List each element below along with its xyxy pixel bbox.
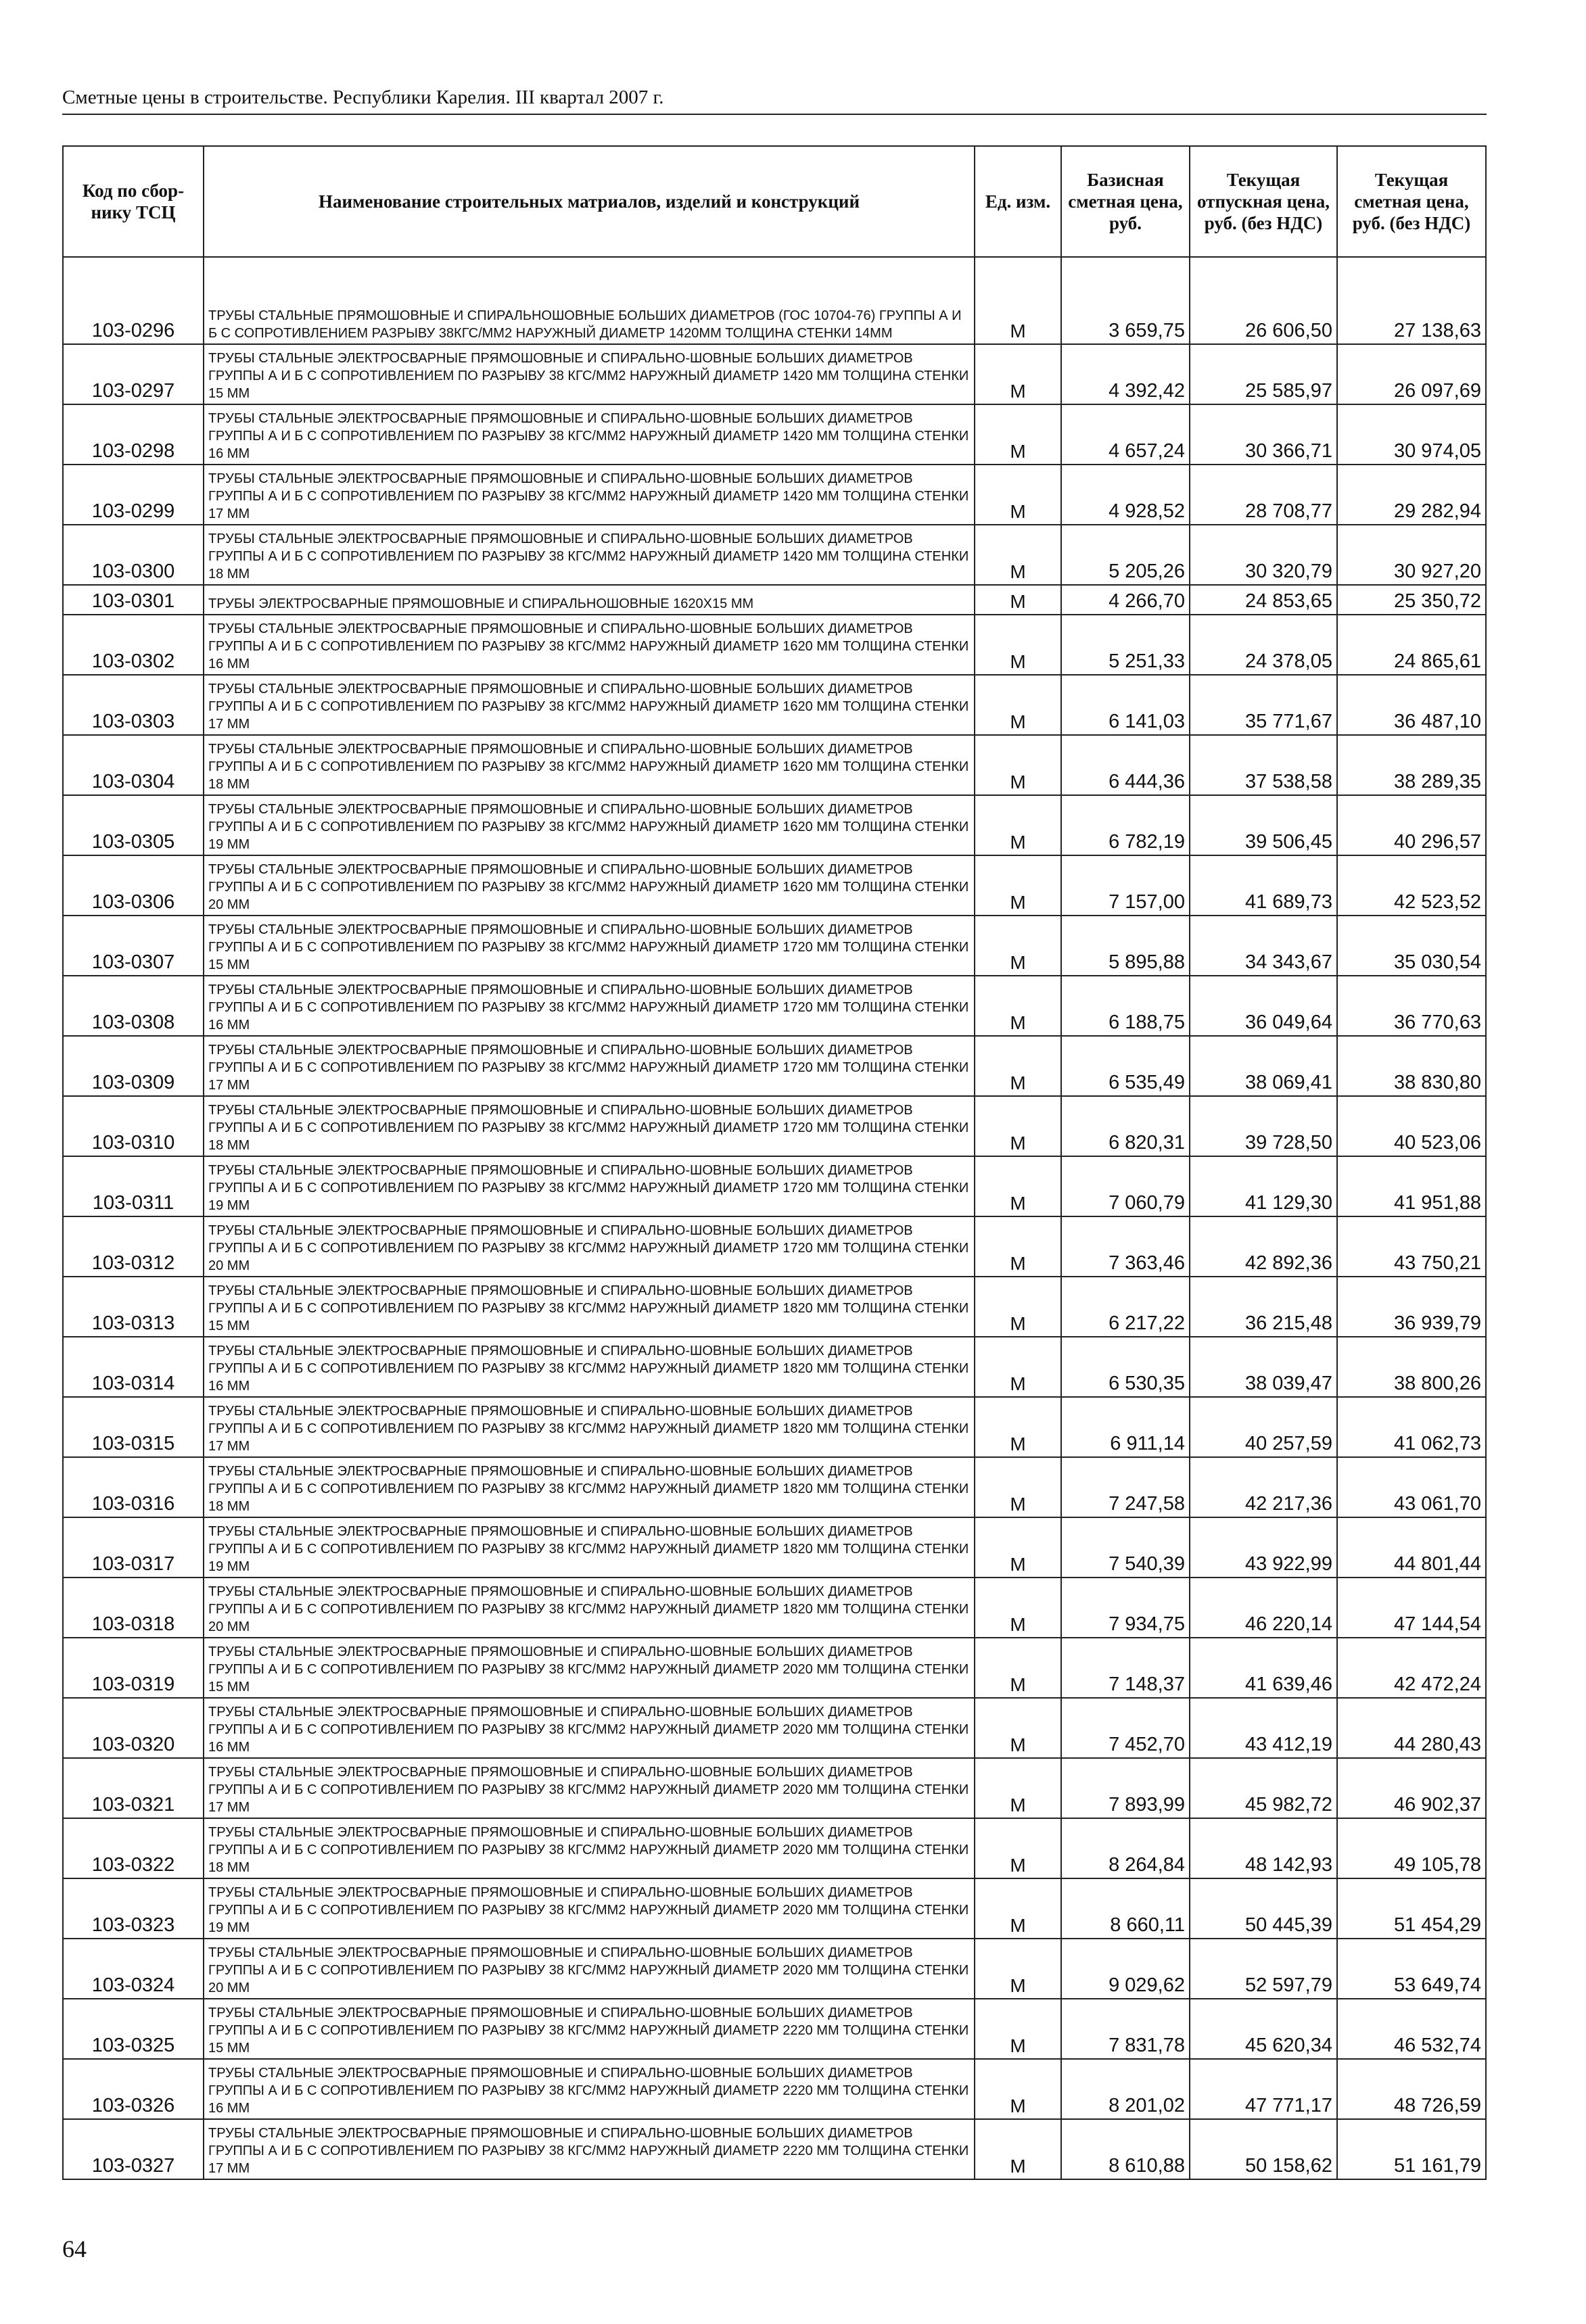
cell-code: 103-0325	[63, 1999, 204, 2059]
cell-release-price: 47 771,17	[1190, 2059, 1337, 2119]
cell-base-price: 3 659,75	[1061, 257, 1190, 344]
price-table	[62, 145, 1487, 2180]
cell-estimate-price: 51 161,79	[1337, 2119, 1486, 2179]
cell-code: 103-0304	[63, 735, 204, 795]
cell-base-price: 4 657,24	[1061, 404, 1190, 465]
cell-name: ТРУБЫ СТАЛЬНЫЕ ЭЛЕКТРОСВАРНЫЕ ПРЯМОШОВНЫЕ И СПИРАЛЬНО-ШОВНЫЕ БОЛЬШИХ ДИАМЕТРОВ ГРУППЫ А И Б С СОПРОТИВЛЕНИЕМ ПО РАЗРЫВУ 38 КГС/ММ2 НАРУЖНЫЙ ДИАМЕТР 1620 ММ ТОЛЩИНА СТЕНКИ 17 ММ	[204, 675, 975, 735]
table-row	[63, 1517, 1486, 1578]
cell-unit: М	[975, 1036, 1061, 1096]
cell-release-price: 24 378,05	[1190, 615, 1337, 675]
table-row	[63, 615, 1486, 675]
cell-estimate-price: 38 289,35	[1337, 735, 1486, 795]
cell-estimate-price: 26 097,69	[1337, 344, 1486, 404]
cell-estimate-price: 36 939,79	[1337, 1277, 1486, 1337]
table-row	[63, 1818, 1486, 1878]
cell-name: ТРУБЫ СТАЛЬНЫЕ ЭЛЕКТРОСВАРНЫЕ ПРЯМОШОВНЫЕ И СПИРАЛЬНО-ШОВНЫЕ БОЛЬШИХ ДИАМЕТРОВ ГРУППЫ А И Б С СОПРОТИВЛЕНИЕМ ПО РАЗРЫВУ 38 КГС/ММ2 НАРУЖНЫЙ ДИАМЕТР 1420 ММ ТОЛЩИНА СТЕНКИ 16 ММ	[204, 404, 975, 465]
cell-base-price: 5 251,33	[1061, 615, 1190, 675]
cell-name: ТРУБЫ СТАЛЬНЫЕ ЭЛЕКТРОСВАРНЫЕ ПРЯМОШОВНЫЕ И СПИРАЛЬНО-ШОВНЫЕ БОЛЬШИХ ДИАМЕТРОВ ГРУППЫ А И Б С СОПРОТИВЛЕНИЕМ ПО РАЗРЫВУ 38 КГС/ММ2 НАРУЖНЫЙ ДИАМЕТР 1620 ММ ТОЛЩИНА СТЕНКИ 16 ММ	[204, 615, 975, 675]
cell-name: ТРУБЫ СТАЛЬНЫЕ ЭЛЕКТРОСВАРНЫЕ ПРЯМОШОВНЫЕ И СПИРАЛЬНО-ШОВНЫЕ БОЛЬШИХ ДИАМЕТРОВ ГРУППЫ А И Б С СОПРОТИВЛЕНИЕМ ПО РАЗРЫВУ 38 КГС/ММ2 НАРУЖНЫЙ ДИАМЕТР 1820 ММ ТОЛЩИНА СТЕНКИ 20 ММ	[204, 1578, 975, 1638]
cell-base-price: 6 820,31	[1061, 1096, 1190, 1156]
cell-code: 103-0321	[63, 1758, 204, 1818]
cell-name: ТРУБЫ СТАЛЬНЫЕ ЭЛЕКТРОСВАРНЫЕ ПРЯМОШОВНЫЕ И СПИРАЛЬНО-ШОВНЫЕ БОЛЬШИХ ДИАМЕТРОВ ГРУППЫ А И Б С СОПРОТИВЛЕНИЕМ ПО РАЗРЫВУ 38 КГС/ММ2 НАРУЖНЫЙ ДИАМЕТР 1820 ММ ТОЛЩИНА СТЕНКИ 16 ММ	[204, 1337, 975, 1397]
column-header-unit: Ед. изм.	[975, 146, 1061, 257]
cell-base-price: 6 535,49	[1061, 1036, 1190, 1096]
cell-estimate-price: 42 523,52	[1337, 855, 1486, 916]
cell-unit: М	[975, 1457, 1061, 1517]
cell-base-price: 4 928,52	[1061, 465, 1190, 525]
cell-code: 103-0323	[63, 1878, 204, 1939]
cell-code: 103-0306	[63, 855, 204, 916]
table-row	[63, 735, 1486, 795]
cell-name: ТРУБЫ СТАЛЬНЫЕ ЭЛЕКТРОСВАРНЫЕ ПРЯМОШОВНЫЕ И СПИРАЛЬНО-ШОВНЫЕ БОЛЬШИХ ДИАМЕТРОВ ГРУППЫ А И Б С СОПРОТИВЛЕНИЕМ ПО РАЗРЫВУ 38 КГС/ММ2 НАРУЖНЫЙ ДИАМЕТР 1720 ММ ТОЛЩИНА СТЕНКИ 15 ММ	[204, 916, 975, 976]
page-number: 64	[62, 2235, 87, 2262]
table-row	[63, 855, 1486, 916]
cell-code: 103-0318	[63, 1578, 204, 1638]
cell-estimate-price: 53 649,74	[1337, 1939, 1486, 1999]
cell-name: ТРУБЫ СТАЛЬНЫЕ ЭЛЕКТРОСВАРНЫЕ ПРЯМОШОВНЫЕ И СПИРАЛЬНО-ШОВНЫЕ БОЛЬШИХ ДИАМЕТРОВ ГРУППЫ А И Б С СОПРОТИВЛЕНИЕМ ПО РАЗРЫВУ 38 КГС/ММ2 НАРУЖНЫЙ ДИАМЕТР 1420 ММ ТОЛЩИНА СТЕНКИ 15 ММ	[204, 344, 975, 404]
cell-release-price: 36 049,64	[1190, 976, 1337, 1036]
cell-estimate-price: 48 726,59	[1337, 2059, 1486, 2119]
cell-base-price: 7 148,37	[1061, 1638, 1190, 1698]
cell-code: 103-0296	[63, 257, 204, 344]
cell-base-price: 7 540,39	[1061, 1517, 1190, 1578]
cell-name: ТРУБЫ СТАЛЬНЫЕ ЭЛЕКТРОСВАРНЫЕ ПРЯМОШОВНЫЕ И СПИРАЛЬНО-ШОВНЫЕ БОЛЬШИХ ДИАМЕТРОВ ГРУППЫ А И Б С СОПРОТИВЛЕНИЕМ ПО РАЗРЫВУ 38 КГС/ММ2 НАРУЖНЫЙ ДИАМЕТР 1620 ММ ТОЛЩИНА СТЕНКИ 20 ММ	[204, 855, 975, 916]
cell-release-price: 42 892,36	[1190, 1216, 1337, 1277]
cell-name: ТРУБЫ СТАЛЬНЫЕ ЭЛЕКТРОСВАРНЫЕ ПРЯМОШОВНЫЕ И СПИРАЛЬНО-ШОВНЫЕ БОЛЬШИХ ДИАМЕТРОВ ГРУППЫ А И Б С СОПРОТИВЛЕНИЕМ ПО РАЗРЫВУ 38 КГС/ММ2 НАРУЖНЫЙ ДИАМЕТР 2020 ММ ТОЛЩИНА СТЕНКИ 16 ММ	[204, 1698, 975, 1758]
cell-release-price: 45 620,34	[1190, 1999, 1337, 2059]
cell-release-price: 36 215,48	[1190, 1277, 1337, 1337]
table-row	[63, 2119, 1486, 2179]
table-row	[63, 1578, 1486, 1638]
cell-name: ТРУБЫ СТАЛЬНЫЕ ЭЛЕКТРОСВАРНЫЕ ПРЯМОШОВНЫЕ И СПИРАЛЬНО-ШОВНЫЕ БОЛЬШИХ ДИАМЕТРОВ ГРУППЫ А И Б С СОПРОТИВЛЕНИЕМ ПО РАЗРЫВУ 38 КГС/ММ2 НАРУЖНЫЙ ДИАМЕТР 2220 ММ ТОЛЩИНА СТЕНКИ 17 ММ	[204, 2119, 975, 2179]
cell-estimate-price: 47 144,54	[1337, 1578, 1486, 1638]
cell-estimate-price: 43 750,21	[1337, 1216, 1486, 1277]
cell-estimate-price: 24 865,61	[1337, 615, 1486, 675]
table-row	[63, 1277, 1486, 1337]
cell-estimate-price: 41 062,73	[1337, 1397, 1486, 1457]
cell-estimate-price: 25 350,72	[1337, 585, 1486, 615]
cell-unit: М	[975, 1698, 1061, 1758]
cell-unit: М	[975, 257, 1061, 344]
cell-estimate-price: 40 296,57	[1337, 795, 1486, 855]
cell-name: ТРУБЫ СТАЛЬНЫЕ ЭЛЕКТРОСВАРНЫЕ ПРЯМОШОВНЫЕ И СПИРАЛЬНО-ШОВНЫЕ БОЛЬШИХ ДИАМЕТРОВ ГРУППЫ А И Б С СОПРОТИВЛЕНИЕМ ПО РАЗРЫВУ 38 КГС/ММ2 НАРУЖНЫЙ ДИАМЕТР 2020 ММ ТОЛЩИНА СТЕНКИ 18 ММ	[204, 1818, 975, 1878]
cell-unit: М	[975, 525, 1061, 585]
cell-code: 103-0299	[63, 465, 204, 525]
cell-estimate-price: 38 800,26	[1337, 1337, 1486, 1397]
cell-name: ТРУБЫ СТАЛЬНЫЕ ЭЛЕКТРОСВАРНЫЕ ПРЯМОШОВНЫЕ И СПИРАЛЬНО-ШОВНЫЕ БОЛЬШИХ ДИАМЕТРОВ ГРУППЫ А И Б С СОПРОТИВЛЕНИЕМ ПО РАЗРЫВУ 38 КГС/ММ2 НАРУЖНЫЙ ДИАМЕТР 1820 ММ ТОЛЩИНА СТЕНКИ 15 ММ	[204, 1277, 975, 1337]
cell-release-price: 26 606,50	[1190, 257, 1337, 344]
cell-base-price: 7 934,75	[1061, 1578, 1190, 1638]
cell-name: ТРУБЫ СТАЛЬНЫЕ ЭЛЕКТРОСВАРНЫЕ ПРЯМОШОВНЫЕ И СПИРАЛЬНО-ШОВНЫЕ БОЛЬШИХ ДИАМЕТРОВ ГРУППЫ А И Б С СОПРОТИВЛЕНИЕМ ПО РАЗРЫВУ 38 КГС/ММ2 НАРУЖНЫЙ ДИАМЕТР 2220 ММ ТОЛЩИНА СТЕНКИ 16 ММ	[204, 2059, 975, 2119]
cell-release-price: 37 538,58	[1190, 735, 1337, 795]
cell-base-price: 8 660,11	[1061, 1878, 1190, 1939]
column-header-release-price: Текущая отпускная цена, руб. (без НДС)	[1190, 146, 1337, 257]
column-header-name: Наименование строительных матриалов, изделий и конструкций	[204, 146, 975, 257]
table-row	[63, 1698, 1486, 1758]
cell-release-price: 40 257,59	[1190, 1397, 1337, 1457]
cell-estimate-price: 36 770,63	[1337, 976, 1486, 1036]
column-header-estimate-price: Текущая сметная цена, руб. (без НДС)	[1337, 146, 1486, 257]
table-body	[63, 257, 1486, 2179]
cell-unit: М	[975, 1758, 1061, 1818]
cell-base-price: 7 060,79	[1061, 1156, 1190, 1216]
cell-base-price: 6 188,75	[1061, 976, 1190, 1036]
cell-base-price: 7 247,58	[1061, 1457, 1190, 1517]
cell-base-price: 9 029,62	[1061, 1939, 1190, 1999]
cell-base-price: 6 444,36	[1061, 735, 1190, 795]
cell-unit: М	[975, 1999, 1061, 2059]
cell-code: 103-0303	[63, 675, 204, 735]
cell-release-price: 45 982,72	[1190, 1758, 1337, 1818]
cell-estimate-price: 41 951,88	[1337, 1156, 1486, 1216]
cell-code: 103-0320	[63, 1698, 204, 1758]
cell-estimate-price: 51 454,29	[1337, 1878, 1486, 1939]
cell-release-price: 39 728,50	[1190, 1096, 1337, 1156]
cell-unit: М	[975, 735, 1061, 795]
cell-name: ТРУБЫ СТАЛЬНЫЕ ЭЛЕКТРОСВАРНЫЕ ПРЯМОШОВНЫЕ И СПИРАЛЬНО-ШОВНЫЕ БОЛЬШИХ ДИАМЕТРОВ ГРУППЫ А И Б С СОПРОТИВЛЕНИЕМ ПО РАЗРЫВУ 38 КГС/ММ2 НАРУЖНЫЙ ДИАМЕТР 2020 ММ ТОЛЩИНА СТЕНКИ 15 ММ	[204, 1638, 975, 1698]
table-row	[63, 1758, 1486, 1818]
cell-unit: М	[975, 585, 1061, 615]
cell-name: ТРУБЫ СТАЛЬНЫЕ ЭЛЕКТРОСВАРНЫЕ ПРЯМОШОВНЫЕ И СПИРАЛЬНО-ШОВНЫЕ БОЛЬШИХ ДИАМЕТРОВ ГРУППЫ А И Б С СОПРОТИВЛЕНИЕМ ПО РАЗРЫВУ 38 КГС/ММ2 НАРУЖНЫЙ ДИАМЕТР 2220 ММ ТОЛЩИНА СТЕНКИ 15 ММ	[204, 1999, 975, 2059]
cell-release-price: 30 366,71	[1190, 404, 1337, 465]
cell-code: 103-0310	[63, 1096, 204, 1156]
cell-code: 103-0302	[63, 615, 204, 675]
cell-release-price: 43 922,99	[1190, 1517, 1337, 1578]
cell-unit: М	[975, 795, 1061, 855]
cell-release-price: 41 689,73	[1190, 855, 1337, 916]
cell-name: ТРУБЫ СТАЛЬНЫЕ ЭЛЕКТРОСВАРНЫЕ ПРЯМОШОВНЫЕ И СПИРАЛЬНО-ШОВНЫЕ БОЛЬШИХ ДИАМЕТРОВ ГРУППЫ А И Б С СОПРОТИВЛЕНИЕМ ПО РАЗРЫВУ 38 КГС/ММ2 НАРУЖНЫЙ ДИАМЕТР 1720 ММ ТОЛЩИНА СТЕНКИ 20 ММ	[204, 1216, 975, 1277]
cell-base-price: 6 911,14	[1061, 1397, 1190, 1457]
cell-estimate-price: 46 902,37	[1337, 1758, 1486, 1818]
table-row	[63, 1096, 1486, 1156]
cell-unit: М	[975, 615, 1061, 675]
cell-release-price: 50 445,39	[1190, 1878, 1337, 1939]
cell-release-price: 52 597,79	[1190, 1939, 1337, 1999]
cell-estimate-price: 42 472,24	[1337, 1638, 1486, 1698]
cell-estimate-price: 30 974,05	[1337, 404, 1486, 465]
cell-code: 103-0300	[63, 525, 204, 585]
table-row	[63, 344, 1486, 404]
cell-code: 103-0313	[63, 1277, 204, 1337]
cell-unit: М	[975, 1517, 1061, 1578]
cell-base-price: 8 610,88	[1061, 2119, 1190, 2179]
cell-code: 103-0319	[63, 1638, 204, 1698]
cell-unit: М	[975, 1878, 1061, 1939]
cell-base-price: 7 363,46	[1061, 1216, 1190, 1277]
table-row	[63, 916, 1486, 976]
cell-release-price: 41 639,46	[1190, 1638, 1337, 1698]
cell-base-price: 5 205,26	[1061, 525, 1190, 585]
cell-unit: М	[975, 1096, 1061, 1156]
table-row	[63, 1638, 1486, 1698]
cell-release-price: 25 585,97	[1190, 344, 1337, 404]
cell-code: 103-0298	[63, 404, 204, 465]
cell-name: ТРУБЫ ЭЛЕКТРОСВАРНЫЕ ПРЯМОШОВНЫЕ И СПИРАЛЬНОШОВНЫЕ 1620Х15 ММ	[204, 585, 975, 615]
cell-unit: М	[975, 2119, 1061, 2179]
cell-unit: М	[975, 344, 1061, 404]
cell-unit: М	[975, 465, 1061, 525]
cell-base-price: 7 831,78	[1061, 1999, 1190, 2059]
cell-name: ТРУБЫ СТАЛЬНЫЕ ЭЛЕКТРОСВАРНЫЕ ПРЯМОШОВНЫЕ И СПИРАЛЬНО-ШОВНЫЕ БОЛЬШИХ ДИАМЕТРОВ ГРУППЫ А И Б С СОПРОТИВЛЕНИЕМ ПО РАЗРЫВУ 38 КГС/ММ2 НАРУЖНЫЙ ДИАМЕТР 1820 ММ ТОЛЩИНА СТЕНКИ 19 ММ	[204, 1517, 975, 1578]
table-row	[63, 1397, 1486, 1457]
cell-unit: М	[975, 855, 1061, 916]
cell-estimate-price: 29 282,94	[1337, 465, 1486, 525]
cell-unit: М	[975, 1277, 1061, 1337]
cell-base-price: 5 895,88	[1061, 916, 1190, 976]
cell-name: ТРУБЫ СТАЛЬНЫЕ ЭЛЕКТРОСВАРНЫЕ ПРЯМОШОВНЫЕ И СПИРАЛЬНО-ШОВНЫЕ БОЛЬШИХ ДИАМЕТРОВ ГРУППЫ А И Б С СОПРОТИВЛЕНИЕМ ПО РАЗРЫВУ 38 КГС/ММ2 НАРУЖНЫЙ ДИАМЕТР 1720 ММ ТОЛЩИНА СТЕНКИ 17 ММ	[204, 1036, 975, 1096]
cell-code: 103-0312	[63, 1216, 204, 1277]
cell-estimate-price: 46 532,74	[1337, 1999, 1486, 2059]
cell-name: ТРУБЫ СТАЛЬНЫЕ ЭЛЕКТРОСВАРНЫЕ ПРЯМОШОВНЫЕ И СПИРАЛЬНО-ШОВНЫЕ БОЛЬШИХ ДИАМЕТРОВ ГРУППЫ А И Б С СОПРОТИВЛЕНИЕМ ПО РАЗРЫВУ 38 КГС/ММ2 НАРУЖНЫЙ ДИАМЕТР 1420 ММ ТОЛЩИНА СТЕНКИ 18 ММ	[204, 525, 975, 585]
cell-release-price: 28 708,77	[1190, 465, 1337, 525]
table-row	[63, 795, 1486, 855]
cell-release-price: 46 220,14	[1190, 1578, 1337, 1638]
cell-release-price: 24 853,65	[1190, 585, 1337, 615]
cell-estimate-price: 27 138,63	[1337, 257, 1486, 344]
table-row	[63, 1036, 1486, 1096]
cell-name: ТРУБЫ СТАЛЬНЫЕ ПРЯМОШОВНЫЕ И СПИРАЛЬНОШОВНЫЕ БОЛЬШИХ ДИАМЕТРОВ (ГОС 10704-76) ГРУППЫ А И Б С СОПРОТИВЛЕНИЕМ РАЗРЫВУ 38КГС/ММ2 НАРУЖНЫЙ ДИАМЕТР 1420ММ ТОЛЩИНА СТЕНКИ 14ММ	[204, 257, 975, 344]
cell-unit: М	[975, 1638, 1061, 1698]
table-row	[63, 976, 1486, 1036]
cell-code: 103-0297	[63, 344, 204, 404]
cell-name: ТРУБЫ СТАЛЬНЫЕ ЭЛЕКТРОСВАРНЫЕ ПРЯМОШОВНЫЕ И СПИРАЛЬНО-ШОВНЫЕ БОЛЬШИХ ДИАМЕТРОВ ГРУППЫ А И Б С СОПРОТИВЛЕНИЕМ ПО РАЗРЫВУ 38 КГС/ММ2 НАРУЖНЫЙ ДИАМЕТР 1820 ММ ТОЛЩИНА СТЕНКИ 18 ММ	[204, 1457, 975, 1517]
cell-name: ТРУБЫ СТАЛЬНЫЕ ЭЛЕКТРОСВАРНЫЕ ПРЯМОШОВНЫЕ И СПИРАЛЬНО-ШОВНЫЕ БОЛЬШИХ ДИАМЕТРОВ ГРУППЫ А И Б С СОПРОТИВЛЕНИЕМ ПО РАЗРЫВУ 38 КГС/ММ2 НАРУЖНЫЙ ДИАМЕТР 1420 ММ ТОЛЩИНА СТЕНКИ 17 ММ	[204, 465, 975, 525]
table-row	[63, 2059, 1486, 2119]
cell-estimate-price: 30 927,20	[1337, 525, 1486, 585]
column-header-code: Код по сбор-нику ТСЦ	[63, 146, 204, 257]
cell-unit: М	[975, 976, 1061, 1036]
cell-base-price: 6 217,22	[1061, 1277, 1190, 1337]
cell-name: ТРУБЫ СТАЛЬНЫЕ ЭЛЕКТРОСВАРНЫЕ ПРЯМОШОВНЫЕ И СПИРАЛЬНО-ШОВНЫЕ БОЛЬШИХ ДИАМЕТРОВ ГРУППЫ А И Б С СОПРОТИВЛЕНИЕМ ПО РАЗРЫВУ 38 КГС/ММ2 НАРУЖНЫЙ ДИАМЕТР 2020 ММ ТОЛЩИНА СТЕНКИ 17 ММ	[204, 1758, 975, 1818]
cell-name: ТРУБЫ СТАЛЬНЫЕ ЭЛЕКТРОСВАРНЫЕ ПРЯМОШОВНЫЕ И СПИРАЛЬНО-ШОВНЫЕ БОЛЬШИХ ДИАМЕТРОВ ГРУППЫ А И Б С СОПРОТИВЛЕНИЕМ ПО РАЗРЫВУ 38 КГС/ММ2 НАРУЖНЫЙ ДИАМЕТР 1620 ММ ТОЛЩИНА СТЕНКИ 18 ММ	[204, 735, 975, 795]
cell-unit: М	[975, 2059, 1061, 2119]
cell-unit: М	[975, 404, 1061, 465]
table-row	[63, 257, 1486, 344]
cell-unit: М	[975, 1156, 1061, 1216]
cell-estimate-price: 44 280,43	[1337, 1698, 1486, 1758]
table-row	[63, 585, 1486, 615]
header-row	[63, 146, 1486, 257]
cell-name: ТРУБЫ СТАЛЬНЫЕ ЭЛЕКТРОСВАРНЫЕ ПРЯМОШОВНЫЕ И СПИРАЛЬНО-ШОВНЫЕ БОЛЬШИХ ДИАМЕТРОВ ГРУППЫ А И Б С СОПРОТИВЛЕНИЕМ ПО РАЗРЫВУ 38 КГС/ММ2 НАРУЖНЫЙ ДИАМЕТР 1820 ММ ТОЛЩИНА СТЕНКИ 17 ММ	[204, 1397, 975, 1457]
cell-unit: М	[975, 1337, 1061, 1397]
table-row	[63, 1457, 1486, 1517]
cell-name: ТРУБЫ СТАЛЬНЫЕ ЭЛЕКТРОСВАРНЫЕ ПРЯМОШОВНЫЕ И СПИРАЛЬНО-ШОВНЫЕ БОЛЬШИХ ДИАМЕТРОВ ГРУППЫ А И Б С СОПРОТИВЛЕНИЕМ ПО РАЗРЫВУ 38 КГС/ММ2 НАРУЖНЫЙ ДИАМЕТР 1720 ММ ТОЛЩИНА СТЕНКИ 18 ММ	[204, 1096, 975, 1156]
cell-unit: М	[975, 1397, 1061, 1457]
cell-base-price: 8 264,84	[1061, 1818, 1190, 1878]
cell-release-price: 48 142,93	[1190, 1818, 1337, 1878]
cell-estimate-price: 43 061,70	[1337, 1457, 1486, 1517]
table-row	[63, 1939, 1486, 1999]
cell-name: ТРУБЫ СТАЛЬНЫЕ ЭЛЕКТРОСВАРНЫЕ ПРЯМОШОВНЫЕ И СПИРАЛЬНО-ШОВНЫЕ БОЛЬШИХ ДИАМЕТРОВ ГРУППЫ А И Б С СОПРОТИВЛЕНИЕМ ПО РАЗРЫВУ 38 КГС/ММ2 НАРУЖНЫЙ ДИАМЕТР 1620 ММ ТОЛЩИНА СТЕНКИ 19 ММ	[204, 795, 975, 855]
cell-unit: М	[975, 916, 1061, 976]
table-header	[63, 146, 1486, 257]
cell-code: 103-0308	[63, 976, 204, 1036]
table-row	[63, 1337, 1486, 1397]
cell-code: 103-0307	[63, 916, 204, 976]
cell-base-price: 7 893,99	[1061, 1758, 1190, 1818]
page-header: Сметные цены в строительстве. Республики Карелия. III квартал 2007 г.	[62, 87, 664, 108]
cell-name: ТРУБЫ СТАЛЬНЫЕ ЭЛЕКТРОСВАРНЫЕ ПРЯМОШОВНЫЕ И СПИРАЛЬНО-ШОВНЫЕ БОЛЬШИХ ДИАМЕТРОВ ГРУППЫ А И Б С СОПРОТИВЛЕНИЕМ ПО РАЗРЫВУ 38 КГС/ММ2 НАРУЖНЫЙ ДИАМЕТР 2020 ММ ТОЛЩИНА СТЕНКИ 20 ММ	[204, 1939, 975, 1999]
column-header-base-price: Базисная сметная цена, руб.	[1061, 146, 1190, 257]
cell-estimate-price: 35 030,54	[1337, 916, 1486, 976]
cell-release-price: 39 506,45	[1190, 795, 1337, 855]
cell-code: 103-0311	[63, 1156, 204, 1216]
cell-name: ТРУБЫ СТАЛЬНЫЕ ЭЛЕКТРОСВАРНЫЕ ПРЯМОШОВНЫЕ И СПИРАЛЬНО-ШОВНЫЕ БОЛЬШИХ ДИАМЕТРОВ ГРУППЫ А И Б С СОПРОТИВЛЕНИЕМ ПО РАЗРЫВУ 38 КГС/ММ2 НАРУЖНЫЙ ДИАМЕТР 2020 ММ ТОЛЩИНА СТЕНКИ 19 ММ	[204, 1878, 975, 1939]
cell-code: 103-0301	[63, 585, 204, 615]
cell-unit: М	[975, 1216, 1061, 1277]
cell-base-price: 7 452,70	[1061, 1698, 1190, 1758]
cell-code: 103-0322	[63, 1818, 204, 1878]
table-row	[63, 675, 1486, 735]
table-row	[63, 465, 1486, 525]
cell-release-price: 30 320,79	[1190, 525, 1337, 585]
cell-estimate-price: 36 487,10	[1337, 675, 1486, 735]
cell-base-price: 6 782,19	[1061, 795, 1190, 855]
table-row	[63, 1216, 1486, 1277]
cell-code: 103-0317	[63, 1517, 204, 1578]
table-row	[63, 1156, 1486, 1216]
cell-code: 103-0326	[63, 2059, 204, 2119]
cell-base-price: 8 201,02	[1061, 2059, 1190, 2119]
header-rule	[62, 114, 1487, 115]
cell-release-price: 50 158,62	[1190, 2119, 1337, 2179]
cell-base-price: 4 392,42	[1061, 344, 1190, 404]
cell-unit: М	[975, 675, 1061, 735]
cell-release-price: 41 129,30	[1190, 1156, 1337, 1216]
cell-release-price: 38 069,41	[1190, 1036, 1337, 1096]
cell-release-price: 43 412,19	[1190, 1698, 1337, 1758]
cell-estimate-price: 40 523,06	[1337, 1096, 1486, 1156]
cell-base-price: 7 157,00	[1061, 855, 1190, 916]
table-row	[63, 1878, 1486, 1939]
cell-unit: М	[975, 1578, 1061, 1638]
cell-code: 103-0314	[63, 1337, 204, 1397]
cell-estimate-price: 49 105,78	[1337, 1818, 1486, 1878]
cell-estimate-price: 38 830,80	[1337, 1036, 1486, 1096]
cell-release-price: 38 039,47	[1190, 1337, 1337, 1397]
cell-code: 103-0324	[63, 1939, 204, 1999]
cell-code: 103-0315	[63, 1397, 204, 1457]
table-row	[63, 1999, 1486, 2059]
cell-base-price: 6 530,35	[1061, 1337, 1190, 1397]
cell-release-price: 42 217,36	[1190, 1457, 1337, 1517]
cell-code: 103-0327	[63, 2119, 204, 2179]
cell-code: 103-0316	[63, 1457, 204, 1517]
cell-release-price: 34 343,67	[1190, 916, 1337, 976]
table-row	[63, 404, 1486, 465]
cell-base-price: 4 266,70	[1061, 585, 1190, 615]
cell-release-price: 35 771,67	[1190, 675, 1337, 735]
cell-name: ТРУБЫ СТАЛЬНЫЕ ЭЛЕКТРОСВАРНЫЕ ПРЯМОШОВНЫЕ И СПИРАЛЬНО-ШОВНЫЕ БОЛЬШИХ ДИАМЕТРОВ ГРУППЫ А И Б С СОПРОТИВЛЕНИЕМ ПО РАЗРЫВУ 38 КГС/ММ2 НАРУЖНЫЙ ДИАМЕТР 1720 ММ ТОЛЩИНА СТЕНКИ 16 ММ	[204, 976, 975, 1036]
cell-name: ТРУБЫ СТАЛЬНЫЕ ЭЛЕКТРОСВАРНЫЕ ПРЯМОШОВНЫЕ И СПИРАЛЬНО-ШОВНЫЕ БОЛЬШИХ ДИАМЕТРОВ ГРУППЫ А И Б С СОПРОТИВЛЕНИЕМ ПО РАЗРЫВУ 38 КГС/ММ2 НАРУЖНЫЙ ДИАМЕТР 1720 ММ ТОЛЩИНА СТЕНКИ 19 ММ	[204, 1156, 975, 1216]
table-row	[63, 525, 1486, 585]
cell-code: 103-0309	[63, 1036, 204, 1096]
cell-code: 103-0305	[63, 795, 204, 855]
cell-base-price: 6 141,03	[1061, 675, 1190, 735]
cell-unit: М	[975, 1818, 1061, 1878]
cell-estimate-price: 44 801,44	[1337, 1517, 1486, 1578]
cell-unit: М	[975, 1939, 1061, 1999]
